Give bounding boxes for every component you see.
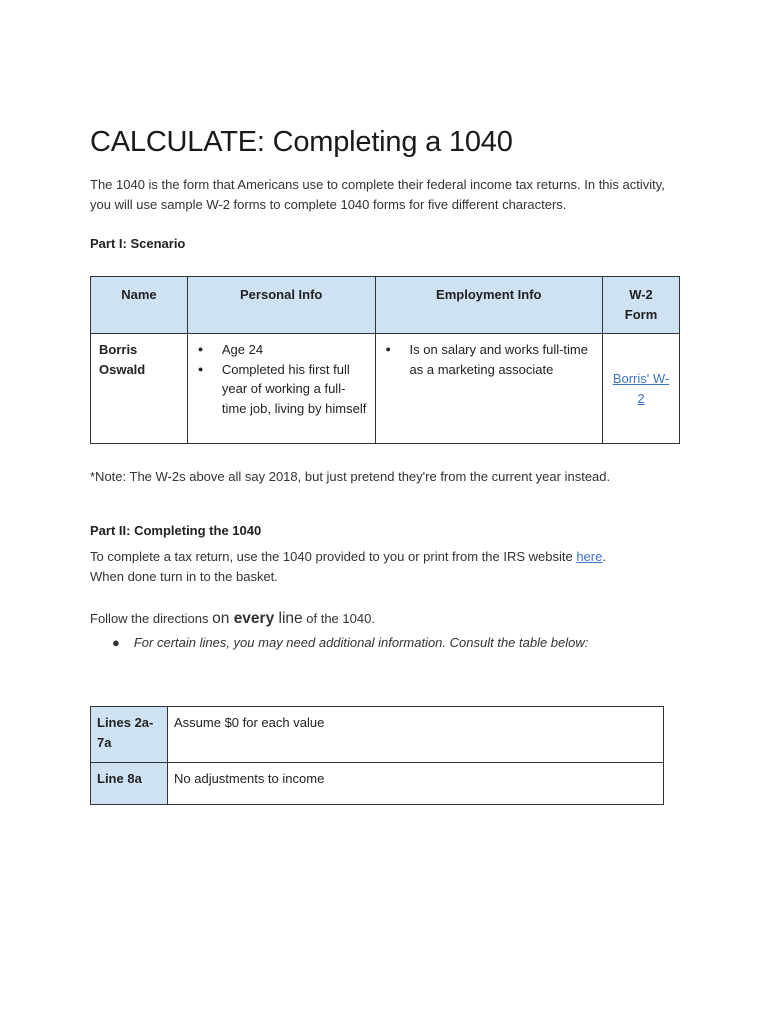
- w2-form-cell: [603, 334, 680, 444]
- header-w2-form: W-2 Form: [603, 277, 680, 334]
- scenario-header-row: [91, 277, 680, 334]
- follow-directions: [90, 610, 375, 628]
- header-personal-info: Personal Info: [187, 277, 375, 334]
- table-row: [91, 707, 664, 763]
- follow-prefix: Follow the directions: [90, 611, 213, 626]
- list-item: ● Age 24: [222, 340, 367, 360]
- follow-on: on: [212, 610, 234, 627]
- table-row: [91, 763, 664, 805]
- header-name: Name: [91, 277, 188, 334]
- employment-info-cell: [375, 334, 603, 444]
- scenario-table: [90, 276, 680, 444]
- page-title: CALCULATE: Completing a 1040: [90, 126, 513, 158]
- follow-every: every: [233, 610, 275, 627]
- intro-paragraph: The 1040 is the form that Americans use to complete their federal income tax returns. In this activity, you will use sample W-2 forms to complete 1040 forms for five different characters.: [90, 177, 665, 212]
- part2-heading: Part II: Completing the 1040: [90, 523, 262, 538]
- line-value: No adjustments to income: [168, 763, 664, 805]
- line-label: Lines 2a-7a: [91, 707, 168, 763]
- w2-link[interactable]: Borris' W-2: [612, 371, 670, 406]
- table-row: [91, 334, 680, 444]
- line-label: Line 8a: [91, 763, 168, 805]
- part2-text-line2: When done turn in to the basket.: [90, 569, 278, 584]
- instruction-bullet: [112, 635, 588, 650]
- personal-info-cell: [187, 334, 375, 444]
- irs-link[interactable]: here: [576, 549, 603, 564]
- part2-paragraph: [90, 547, 690, 587]
- bullet-icon: ●: [112, 635, 120, 650]
- bullet-text: For certain lines, you may need additional information. Consult the table below:: [133, 635, 589, 650]
- part1-heading: Part I: Scenario: [90, 236, 186, 251]
- header-employment-info: Employment Info: [375, 277, 603, 334]
- line-value: Assume $0 for each value: [168, 707, 664, 763]
- follow-suffix: of the 1040.: [302, 611, 375, 626]
- part2-text: To complete a tax return, use the 1040 provided to you or print from the IRS website: [90, 549, 577, 564]
- part2-period: .: [602, 549, 606, 564]
- list-item: ● Is on salary and works full-time as a marketing associate: [410, 340, 595, 379]
- note-text: *Note: The W-2s above all say 2018, but just pretend they're from the current year instead.: [90, 469, 611, 484]
- list-item: ● Completed his first full year of working a full-time job, living by himself: [222, 360, 367, 419]
- character-name: Borris Oswald: [91, 334, 188, 444]
- follow-line: line: [274, 610, 303, 627]
- lines-table: [90, 706, 664, 805]
